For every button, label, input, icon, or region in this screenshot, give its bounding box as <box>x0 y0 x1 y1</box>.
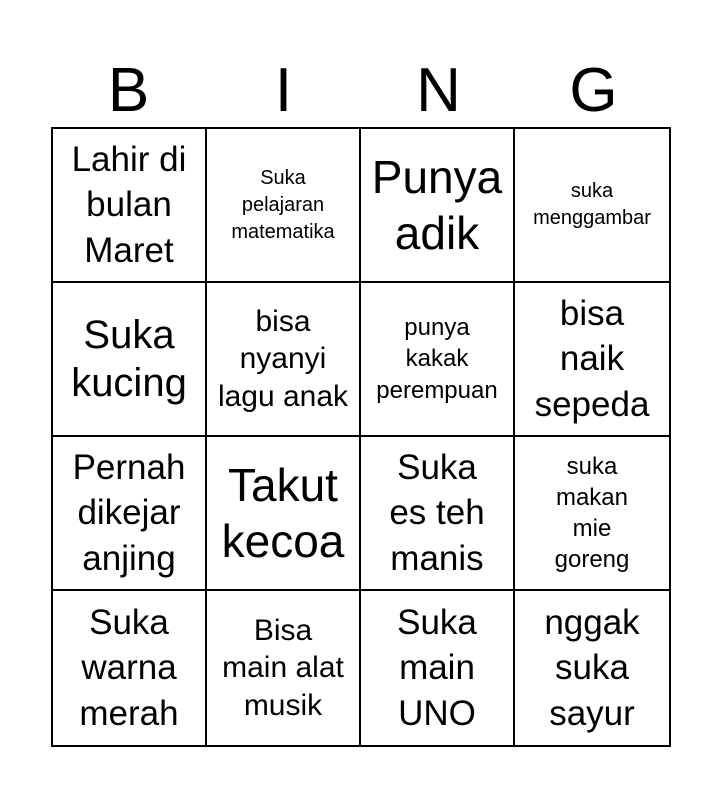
header-letter-g: G <box>569 56 618 125</box>
bingo-cell[interactable]: nggak suka sayur <box>544 602 640 733</box>
bingo-cell[interactable]: Suka es teh manis <box>361 437 515 591</box>
bingo-cell[interactable]: Pernah dikejar anjing <box>53 437 207 591</box>
bingo-cell[interactable]: bisa naik sepeda <box>515 283 669 437</box>
bingo-cell[interactable]: Suka main UNO <box>361 591 515 745</box>
bingo-cell[interactable]: Lahir di bulan Maret <box>53 129 207 283</box>
bingo-header <box>51 55 671 127</box>
bingo-cell[interactable]: bisa nyanyi lagu anak <box>207 283 361 437</box>
bingo-cell[interactable]: Suka warna merah <box>53 591 207 745</box>
bingo-cell[interactable]: suka makan mie goreng <box>515 437 669 591</box>
bingo-cell[interactable]: Suka pelajaran matematika <box>207 129 361 283</box>
header-letter-n: N <box>416 56 461 125</box>
bingo-cell[interactable]: Punya adik <box>361 129 515 283</box>
bingo-cell[interactable]: punya kakak perempuan <box>361 283 515 437</box>
bingo-board <box>51 127 671 747</box>
bingo-cell[interactable]: Bisa main alat musik <box>207 591 361 745</box>
header-letter-i: I <box>274 56 293 125</box>
header-letter-b: B <box>107 56 150 125</box>
bingo-cell[interactable]: Takut kecoa <box>207 437 361 591</box>
bingo-cell[interactable]: suka menggambar <box>515 129 669 283</box>
bingo-cell[interactable]: Suka kucing <box>53 283 207 437</box>
